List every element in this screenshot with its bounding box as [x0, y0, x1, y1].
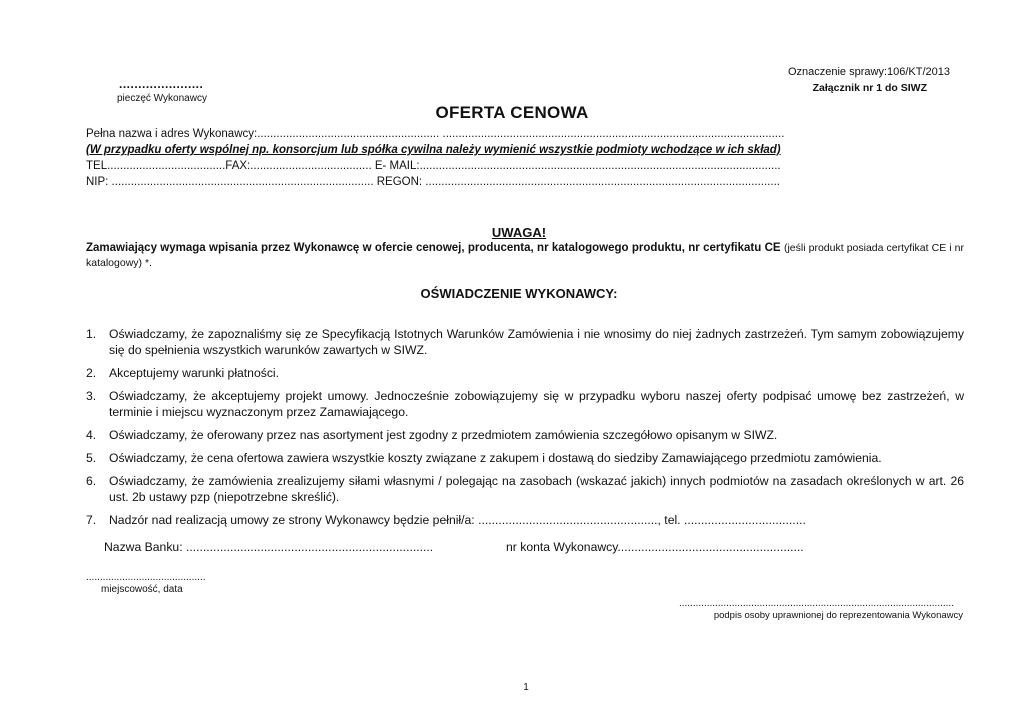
case-reference: Oznaczenie sprawy:106/KT/2013 [787, 66, 950, 78]
item-number: 7. [86, 513, 97, 527]
item-text: Akceptujemy warunki płatności. [109, 366, 280, 380]
notice-condition: (jeśli produkt posiada certyfikat CE i nr katalogowy) *. [86, 242, 964, 269]
notice-requirement: Zamawiający wymaga wpisania przez Wykonawcę w ofercie cenowej, producenta, nr katalogowego produktu, nr certyfikatu CE [86, 242, 781, 254]
nip-regon-fields: NIP: .................................................................................. REGON: ............................................................................................................... [86, 176, 780, 188]
notice-heading: UWAGA! [491, 225, 547, 240]
stamp-placeholder: ...................... [119, 77, 204, 91]
annex-label: Załącznik nr 1 do SIWZ [812, 82, 927, 94]
declaration-item [86, 450, 964, 466]
declaration-heading: OŚWIADCZENIE WYKONAWCY: [420, 286, 618, 301]
place-date-placeholder: ........................................... [86, 572, 206, 583]
item-text: Oświadczamy, że zapoznaliśmy się ze Specyfikacją Istotnych Warunków Zamówienia i nie wnosimy do niej żadnych zastrzeżeń. Tym samym zobowiązujemy się do spełnienia wszystkich warunków zawartych w SIWZ. [109, 327, 964, 357]
item-number: 6. [86, 474, 97, 488]
contractor-name-field: Pełna nazwa i adres Wykonawcy:......................................................... ........................................................................................................... [86, 128, 785, 140]
stamp-label: pieczęć Wykonawcy [117, 93, 207, 104]
contact-fields: TEL.....................................FAX:...................................... E- MAIL:................................................................................................................. [86, 160, 781, 172]
declaration-item [86, 326, 964, 358]
item-text: Oświadczamy, że akceptujemy projekt umowy. Jednocześnie zobowiązujemy się w przypadku wyboru naszej oferty podpisać umowę bez zastrzeżeń, w terminie i miejscu wyznaczonym przez Zamawiającego. [109, 389, 964, 419]
item-text: Oświadczamy, że zamówienia zrealizujemy siłami własnymi / polegając na zasobach (wskazać jakich) innych podmiotów na zasadach określonych w art. 26 ust. 2b ustawy pzp (niepotrzebne skreślić). [109, 474, 964, 504]
item-number: 1. [86, 327, 97, 341]
signature-placeholder: ................................................................................................... [678, 598, 954, 609]
place-date-label: miejscowość, data [101, 584, 183, 595]
account-number-field: nr konta Wykonawcy....................................................... [506, 540, 804, 554]
document-title: OFERTA CENOWA [435, 103, 589, 122]
item-text: Oświadczamy, że oferowany przez nas asortyment jest zgodny z przedmiotem zamówienia szczegółowo opisanym w SIWZ. [109, 428, 778, 442]
declaration-item [86, 365, 964, 381]
bank-name-field: Nazwa Banku: ......................................................................... [104, 540, 434, 554]
declaration-list [86, 326, 964, 528]
item-number: 2. [86, 366, 97, 380]
signature-label: podpis osoby uprawnionej do reprezentowania Wykonawcy [713, 610, 963, 621]
declaration-item [86, 473, 964, 505]
item-text: Oświadczamy, że cena ofertowa zawiera wszystkie koszty związane z zakupem i dostawą do siedziby Zamawiającego przedmiotu zamówienia. [109, 451, 882, 465]
notice-text [86, 241, 964, 271]
page-number: 1 [523, 682, 529, 693]
declaration-item [86, 512, 964, 528]
consortium-note: (W przypadku oferty wspólnej np. konsorcjum lub spółka cywilna należy wymienić wszystkie podmioty wchodzące w ich skład) [86, 144, 781, 156]
item-number: 3. [86, 389, 97, 403]
declaration-item [86, 427, 964, 443]
declaration-item [86, 388, 964, 420]
item-number: 4. [86, 428, 97, 442]
item-number: 5. [86, 451, 97, 465]
item-text: Nadzór nad realizacją umowy ze strony Wykonawcy będzie pełnił/a: ....................................................., tel. .................................... [109, 513, 806, 527]
